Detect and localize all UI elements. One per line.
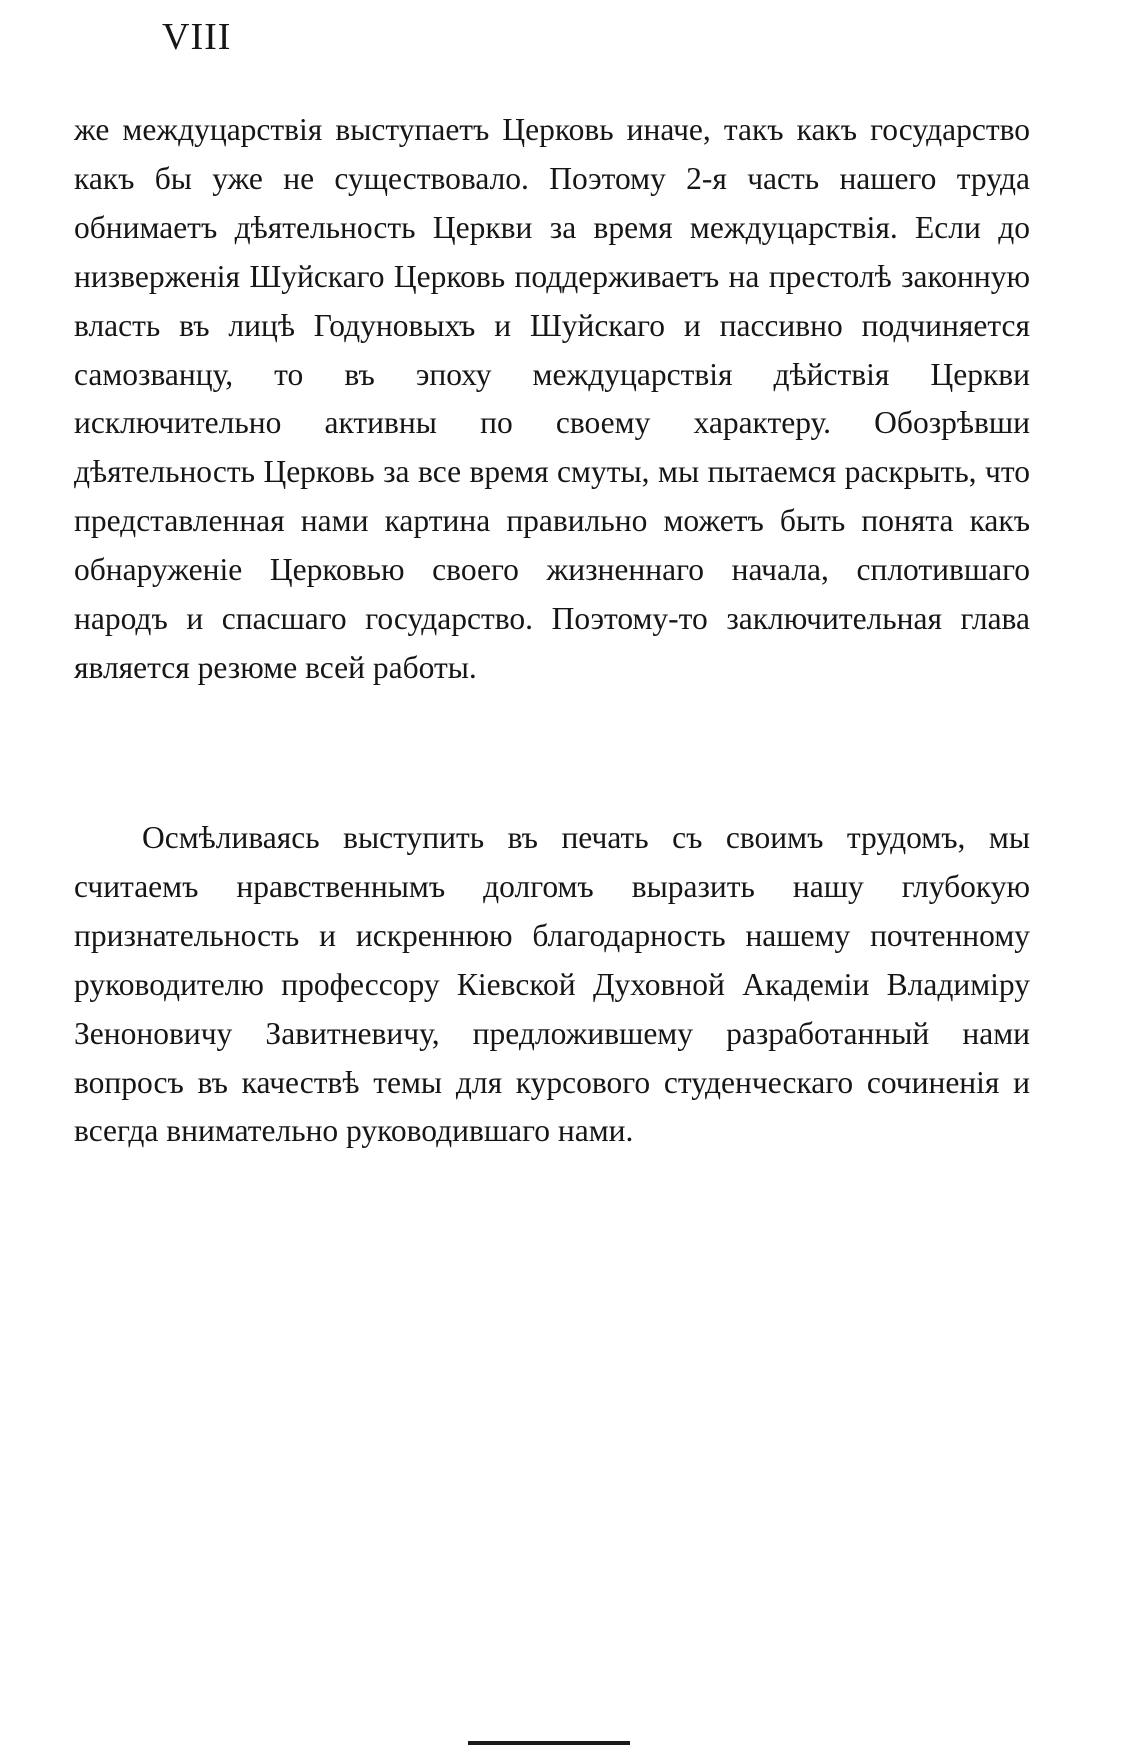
paragraph-continuation: же междуцарствія выступаетъ Церковь иначе, такъ какъ государство какъ бы уже не существовало. Поэтому 2-я часть нашего труда обнимаетъ дѣятельность Церкви за время междуцарствія. Если до низверженія Шуйскаго Церковь поддерживаетъ на престолѣ законную власть въ лицѣ Годуновыхъ и Шуйскаго и пассивно подчиняется самозванцу, то въ эпоху междуцарствія дѣйствія Церкви исключительно активны по своему характеру. Обозрѣвши дѣятельность Церковь за все время смуты, мы пытаемся раскрыть, что представленная нами картина правильно можетъ быть понята какъ обнаруженіе Церковью своего жизненнаго начала, сплотившаго народъ и спасшаго государство. Поэтому-то заключительная глава является резюме всей работы. (74, 112, 1030, 685)
end-rule-divider (468, 1741, 630, 1745)
paragraph-acknowledgement: Осмѣливаясь выступить въ печать съ своимъ трудомъ, мы считаемъ нравственнымъ долгомъ выразить нашу глубокую признательность и искреннюю благодарность нашему почтенному руководителю профессору Кіевской Духовной Академіи Владиміру Зеноновичу Завитневичу, предложившему разработанный нами вопросъ въ качествѣ темы для курсового студенческаго сочиненія и всегда внимательно руководившаго нами. (74, 820, 1030, 1149)
page-number: VIII (162, 16, 232, 58)
